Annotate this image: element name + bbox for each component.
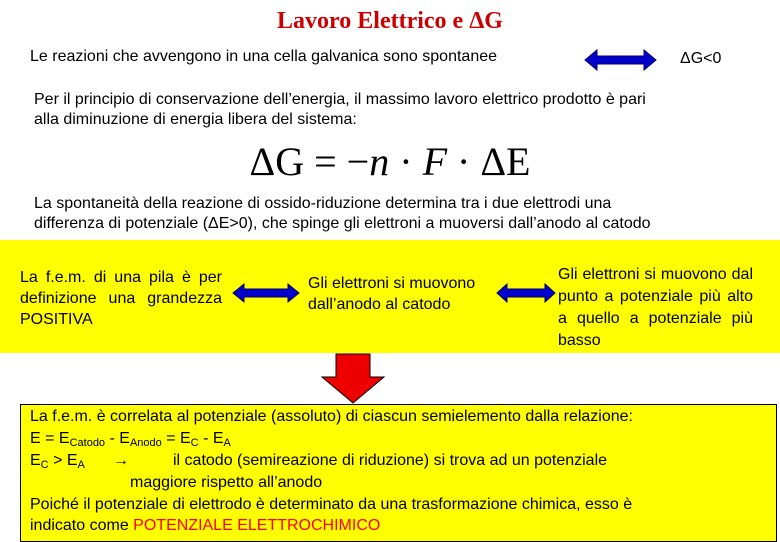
electrons-anode-cathode-text: Gli elettroni si muovono dall’anodo al catodo xyxy=(308,275,476,313)
ineq-sub-c: C xyxy=(40,459,49,471)
formula-n: n xyxy=(369,139,390,184)
relation-equation xyxy=(30,429,231,453)
ineq-sub-a: A xyxy=(77,459,85,471)
delta-g-condition: ΔG<0 xyxy=(680,50,722,67)
formula-minus: − xyxy=(346,139,370,184)
formula-equals: = xyxy=(314,139,337,184)
relation-line-1: La f.e.m. è correlata al potenziale (assoluto) di ciascun semielemento dalla relazione: xyxy=(30,408,633,425)
inequality-text: il catodo (semireazione di riduzione) si trova ad un potenziale xyxy=(173,452,608,469)
eq-sub-anodo: Anodo xyxy=(129,437,162,449)
inequality-text-2: maggiore rispetto all’anodo xyxy=(130,474,323,491)
final-line-2 xyxy=(30,516,380,536)
principle-line-2: alla diminuzione di energia libera del sistema: xyxy=(34,111,357,128)
final-line-1: Poiché il potenziale di elettrodo è determinato da una trasformazione chimica, esso è xyxy=(30,496,633,513)
electrochemical-potential-term: POTENZIALE ELETTROCHIMICO xyxy=(133,517,381,534)
double-arrow-icon xyxy=(231,281,301,305)
implies-arrow-icon: → xyxy=(113,452,129,469)
down-arrow-icon xyxy=(320,353,386,405)
eq-part: - E xyxy=(105,430,130,447)
formula-delta-g: ΔG xyxy=(249,139,305,184)
eq-part: - E xyxy=(198,430,224,447)
electrons-potential-text: Gli elettroni si muovono dal punto a potenziale più alto a quello a potenziale più basso xyxy=(558,266,753,349)
inequality-line xyxy=(30,451,85,475)
formula-delta-e: ΔE xyxy=(480,139,531,184)
eq-sub-a: A xyxy=(223,437,231,449)
eq-sub-c: C xyxy=(190,437,199,449)
formula-f: F xyxy=(422,139,447,184)
page-title: Lavoro Elettrico e ΔG xyxy=(277,8,503,34)
formula-dot-1: · xyxy=(399,139,413,184)
formula-dot-2: · xyxy=(457,139,471,184)
ineq-part: E xyxy=(30,452,41,469)
double-arrow-icon xyxy=(583,47,658,73)
final-prefix: indicato come xyxy=(30,517,134,534)
fem-positive-text: La f.e.m. di una pila è per definizione una grandezza POSITIVA xyxy=(20,269,222,328)
gibbs-formula xyxy=(0,138,780,185)
eq-part: = E xyxy=(161,430,191,447)
eq-part: E = E xyxy=(30,430,70,447)
double-arrow-icon xyxy=(495,281,557,305)
eq-sub-catodo: Catodo xyxy=(69,437,106,449)
relation-box xyxy=(20,404,777,542)
intro-sentence: Le reazioni che avvengono in una cella galvanica sono spontanee xyxy=(30,48,498,65)
spontaneity-line-2: differenza di potenziale (ΔE>0), che spinge gli elettroni a muoversi dall’anodo al catodo xyxy=(34,215,651,232)
ineq-part: > E xyxy=(48,452,78,469)
spontaneity-line-1: La spontaneità della reazione di ossido-riduzione determina tra i due elettrodi una xyxy=(34,195,612,212)
principle-line-1: Per il principio di conservazione dell’energia, il massimo lavoro elettrico prodotto è pari xyxy=(34,91,646,108)
